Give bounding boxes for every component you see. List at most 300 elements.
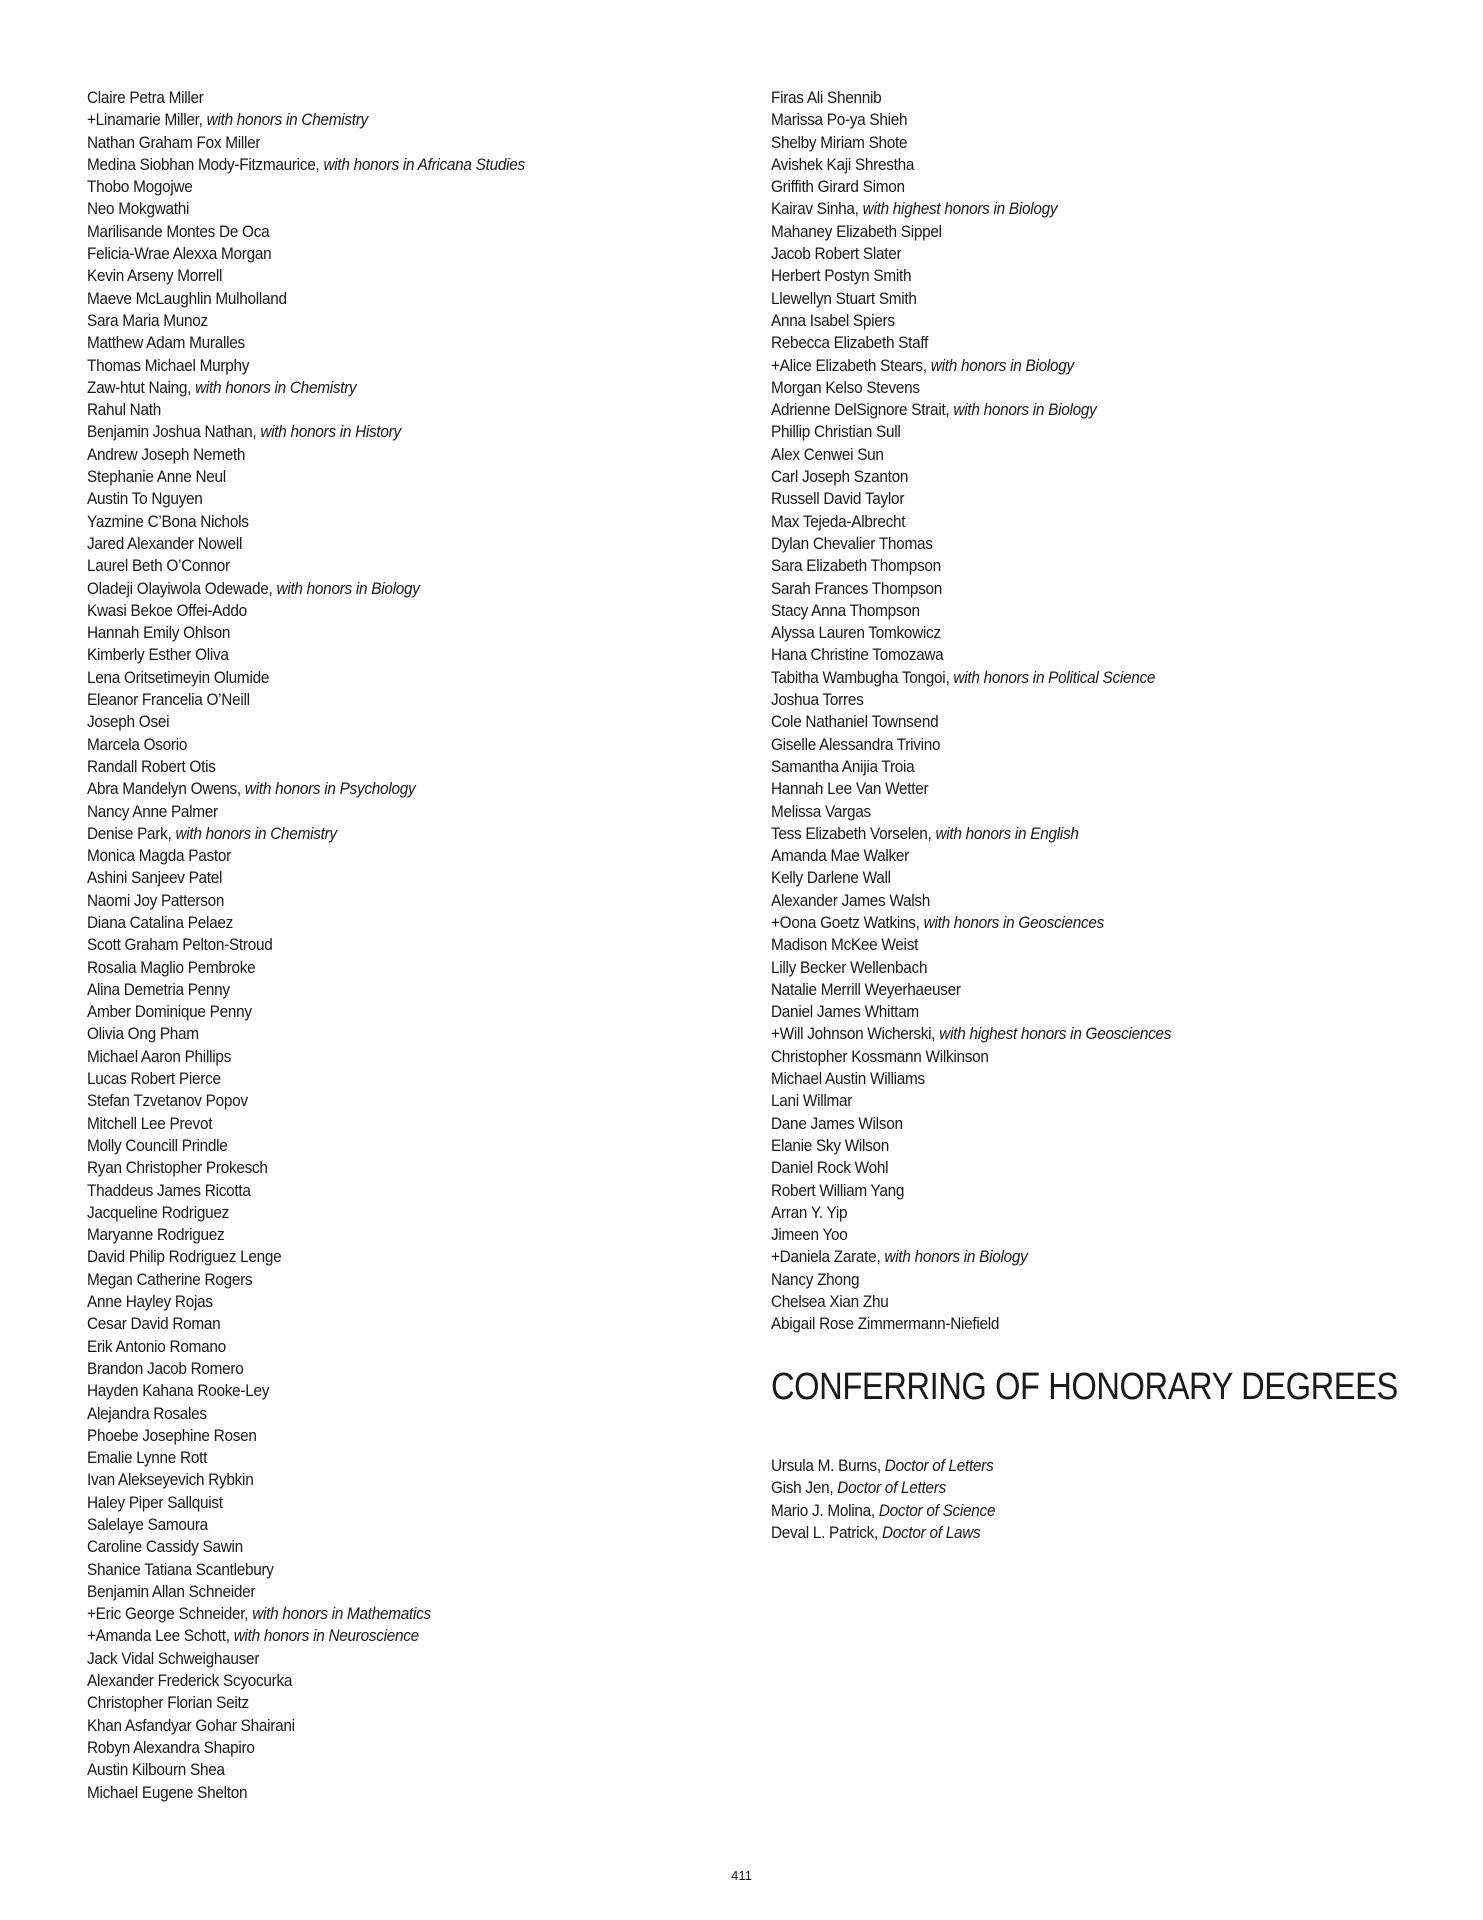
list-item: [87, 1514, 682, 1536]
list-item: [771, 243, 1366, 265]
list-item: [87, 1157, 682, 1179]
person-name: Kevin Arseny Morrell: [87, 267, 223, 286]
list-item: [87, 1202, 682, 1224]
person-name: Tess Elizabeth Vorselen: [771, 824, 928, 843]
person-name: Mahaney Elizabeth Sippel: [771, 222, 942, 241]
list-item: [87, 221, 682, 243]
person-name: Ryan Christopher Prokesch: [87, 1159, 268, 1178]
separator: ,: [854, 200, 863, 219]
person-name: Shanice Tatiana Scantlebury: [87, 1560, 274, 1579]
graduate-list-right: [771, 87, 1411, 1336]
left-name-column: [87, 87, 727, 1804]
honors-text: Doctor of Laws: [881, 1523, 981, 1542]
list-item: [771, 288, 1366, 310]
person-name: Eleanor Francelia O’Neill: [87, 691, 250, 710]
list-item: [87, 488, 682, 510]
list-item: [87, 176, 682, 198]
list-item: [87, 154, 682, 176]
list-item: [87, 1135, 682, 1157]
list-item: [87, 1246, 682, 1268]
person-name: Rosalia Maglio Pembroke: [87, 958, 256, 977]
list-item: [771, 1455, 995, 1477]
list-item: [771, 711, 1366, 733]
list-item: [771, 221, 1366, 243]
person-name: Thaddeus James Ricotta: [87, 1181, 251, 1200]
separator: ,: [876, 1248, 885, 1267]
person-name: Anna Isabel Spiers: [771, 311, 895, 330]
person-name: Maeve McLaughlin Mulholland: [87, 289, 287, 308]
list-item: [87, 310, 682, 332]
list-item: [771, 823, 1366, 845]
person-name: Medina Siobhan Mody-Fitzmaurice: [87, 155, 316, 174]
person-name: +Daniela Zarate: [771, 1248, 877, 1267]
list-item: [87, 1715, 682, 1737]
person-name: Yazmine C’Bona Nichols: [87, 512, 249, 531]
person-name: Llewellyn Stuart Smith: [771, 289, 917, 308]
person-name: Kairav Sinha: [771, 200, 855, 219]
person-name: Griffith Girard Simon: [771, 178, 905, 197]
list-item: [771, 979, 1366, 1001]
honors-text: with honors in Political Science: [953, 668, 1156, 687]
person-name: Thomas Michael Murphy: [87, 356, 250, 375]
person-name: Andrew Joseph Nemeth: [87, 445, 246, 464]
person-name: Phillip Christian Sull: [771, 423, 901, 442]
person-name: Monica Magda Pastor: [87, 847, 231, 866]
person-name: Zaw-htut Naing: [87, 378, 188, 397]
list-item: [87, 1670, 682, 1692]
person-name: Lilly Becker Wellenbach: [771, 958, 928, 977]
list-item: [771, 176, 1366, 198]
list-item: [771, 310, 1366, 332]
separator: ,: [244, 1605, 253, 1624]
list-item: [87, 890, 682, 912]
honors-text: with honors in History: [260, 423, 401, 442]
person-name: Alina Demetria Penny: [87, 980, 230, 999]
list-item: [87, 1625, 682, 1647]
list-item: [87, 466, 682, 488]
list-item: [771, 867, 1366, 889]
list-item: [771, 1291, 1366, 1313]
separator: ,: [167, 824, 176, 843]
separator: ,: [931, 1025, 940, 1044]
person-name: Alexander Frederick Scyocurka: [87, 1672, 293, 1691]
list-item: [87, 132, 682, 154]
list-item: [771, 689, 1366, 711]
list-item: [771, 1500, 995, 1522]
list-item: [87, 1603, 682, 1625]
list-item: [87, 1759, 682, 1781]
list-item: [771, 667, 1366, 689]
person-name: Joshua Torres: [771, 691, 864, 710]
person-name: Cesar David Roman: [87, 1315, 221, 1334]
person-name: +Oona Goetz Watkins: [771, 913, 916, 932]
list-item: [87, 421, 682, 443]
separator: ,: [252, 423, 261, 442]
list-item: [87, 377, 682, 399]
person-name: Austin Kilbourn Shea: [87, 1761, 225, 1780]
honors-text: with honors in Chemistry: [206, 111, 368, 130]
list-item: [87, 1023, 682, 1045]
list-item: [771, 488, 1366, 510]
list-item: [87, 1291, 682, 1313]
person-name: Jack Vidal Schweighauser: [87, 1649, 260, 1668]
person-name: Jacqueline Rodriguez: [87, 1203, 229, 1222]
list-item: [771, 332, 1366, 354]
separator: ,: [268, 579, 277, 598]
separator: ,: [236, 780, 245, 799]
list-item: [771, 1068, 1366, 1090]
person-name: Lucas Robert Pierce: [87, 1070, 221, 1089]
person-name: Morgan Kelso Stevens: [771, 378, 920, 397]
list-item: [771, 265, 1366, 287]
list-item: [771, 1001, 1366, 1023]
person-name: Hannah Emily Ohlson: [87, 624, 231, 643]
right-name-column: [771, 87, 1411, 1336]
person-name: Dylan Chevalier Thomas: [771, 534, 933, 553]
person-name: Samantha Anijia Troia: [771, 757, 915, 776]
list-item: [87, 957, 682, 979]
list-item: [771, 1477, 995, 1499]
person-name: Michael Aaron Phillips: [87, 1047, 231, 1066]
person-name: Stacy Anna Thompson: [771, 601, 920, 620]
list-item: [87, 578, 682, 600]
list-item: [87, 265, 682, 287]
list-item: [771, 154, 1366, 176]
separator: ,: [873, 1523, 882, 1542]
list-item: [87, 1068, 682, 1090]
person-name: Abra Mandelyn Owens: [87, 780, 237, 799]
list-item: [87, 332, 682, 354]
separator: ,: [187, 378, 196, 397]
person-name: Anne Hayley Rojas: [87, 1293, 213, 1312]
honors-text: with honors in Mathematics: [252, 1605, 431, 1624]
person-name: Stephanie Anne Neul: [87, 468, 226, 487]
list-item: [87, 979, 682, 1001]
separator: ,: [829, 1479, 838, 1498]
person-name: Lani Willmar: [771, 1092, 853, 1111]
list-item: [87, 533, 682, 555]
person-name: Cole Nathaniel Townsend: [771, 713, 939, 732]
person-name: Diana Catalina Pelaez: [87, 913, 233, 932]
person-name: Sara Elizabeth Thompson: [771, 557, 941, 576]
person-name: +Will Johnson Wicherski: [771, 1025, 932, 1044]
person-name: Marcela Osorio: [87, 735, 188, 754]
list-item: [771, 1202, 1366, 1224]
list-item: [87, 1782, 682, 1804]
honors-text: with honors in English: [935, 824, 1079, 843]
person-name: Melissa Vargas: [771, 802, 871, 821]
list-item: [87, 1001, 682, 1023]
person-name: Megan Catherine Rogers: [87, 1270, 253, 1289]
person-name: Ivan Alekseyevich Rybkin: [87, 1471, 254, 1490]
list-item: [87, 555, 682, 577]
person-name: Russell David Taylor: [771, 490, 905, 509]
person-name: Denise Park: [87, 824, 168, 843]
honors-text: with honors in Biology: [953, 401, 1097, 420]
person-name: Molly Councill Prindle: [87, 1136, 228, 1155]
person-name: Olivia Ong Pham: [87, 1025, 199, 1044]
page-number: 411: [731, 1868, 752, 1883]
honors-text: with honors in Neuroscience: [233, 1627, 419, 1646]
person-name: Haley Piper Sallquist: [87, 1493, 223, 1512]
list-item: [87, 1358, 682, 1380]
person-name: Scott Graham Pelton-Stroud: [87, 936, 273, 955]
person-name: Rahul Nath: [87, 401, 161, 420]
person-name: Lena Oritsetimeyin Olumide: [87, 668, 270, 687]
list-item: [87, 1425, 682, 1447]
list-item: [771, 533, 1366, 555]
person-name: Phoebe Josephine Rosen: [87, 1426, 257, 1445]
list-item: [771, 109, 1366, 131]
person-name: Hannah Lee Van Wetter: [771, 780, 929, 799]
person-name: Mitchell Lee Prevot: [87, 1114, 213, 1133]
list-item: [87, 1559, 682, 1581]
list-item: [771, 444, 1366, 466]
list-item: [771, 778, 1366, 800]
list-item: [771, 890, 1366, 912]
person-name: Randall Robert Otis: [87, 757, 216, 776]
list-item: [771, 355, 1366, 377]
person-name: Caroline Cassidy Sawin: [87, 1538, 243, 1557]
person-name: Neo Mokgwathi: [87, 200, 190, 219]
person-name: Austin To Nguyen: [87, 490, 203, 509]
person-name: Robyn Alexandra Shapiro: [87, 1738, 255, 1757]
separator: ,: [198, 111, 207, 130]
list-item: [771, 132, 1366, 154]
person-name: Jacob Robert Slater: [771, 245, 902, 264]
list-item: [771, 1113, 1366, 1135]
list-item: [87, 1447, 682, 1469]
person-name: Michael Austin Williams: [771, 1070, 925, 1089]
list-item: [87, 778, 682, 800]
list-item: [87, 1492, 682, 1514]
list-item: [87, 444, 682, 466]
person-name: Alejandra Rosales: [87, 1404, 207, 1423]
list-item: [771, 87, 1366, 109]
list-item: [87, 845, 682, 867]
list-item: [87, 1581, 682, 1603]
list-item: [771, 1180, 1366, 1202]
person-name: David Philip Rodriguez Lenge: [87, 1248, 282, 1267]
list-item: [771, 957, 1366, 979]
person-name: Jared Alexander Nowell: [87, 534, 243, 553]
list-item: [771, 600, 1366, 622]
person-name: Erik Antonio Romano: [87, 1337, 226, 1356]
list-item: [771, 511, 1366, 533]
list-item: [87, 109, 682, 131]
honors-text: Doctor of Letters: [837, 1479, 946, 1498]
person-name: Kelly Darlene Wall: [771, 869, 891, 888]
list-item: [771, 1246, 1366, 1268]
list-item: [87, 1336, 682, 1358]
list-item: [87, 934, 682, 956]
honorary-degrees-heading: CONFERRING OF HONORARY DEGREES: [771, 1366, 1398, 1408]
person-name: Chelsea Xian Zhu: [771, 1293, 889, 1312]
person-name: Amanda Mae Walker: [771, 847, 909, 866]
person-name: Laurel Beth O’Connor: [87, 557, 230, 576]
list-item: [771, 1224, 1366, 1246]
person-name: Salelaye Samoura: [87, 1516, 208, 1534]
person-name: Christopher Kossmann Wilkinson: [771, 1047, 989, 1066]
honors-text: with honors in Biology: [884, 1248, 1028, 1267]
list-item: [87, 1046, 682, 1068]
list-item: [771, 1157, 1366, 1179]
person-name: Nancy Zhong: [771, 1270, 860, 1289]
person-name: Daniel Rock Wohl: [771, 1159, 889, 1178]
list-item: [771, 1313, 1366, 1335]
separator: ,: [945, 668, 954, 687]
list-item: [771, 1046, 1366, 1068]
list-item: [87, 1692, 682, 1714]
list-item: [771, 555, 1366, 577]
person-name: Robert William Yang: [771, 1181, 905, 1200]
person-name: Herbert Postyn Smith: [771, 267, 912, 286]
person-name: Matthew Adam Muralles: [87, 334, 245, 353]
list-item: [87, 756, 682, 778]
list-item: [771, 1023, 1366, 1045]
person-name: Sara Maria Munoz: [87, 311, 208, 330]
person-name: Marilisande Montes De Oca: [87, 222, 270, 241]
person-name: Claire Petra Miller: [87, 89, 204, 107]
list-item: [771, 1522, 995, 1544]
person-name: Ashini Sanjeev Patel: [87, 869, 223, 888]
separator: ,: [927, 824, 936, 843]
list-item: [87, 1090, 682, 1112]
person-name: Avishek Kaji Shrestha: [771, 155, 915, 174]
person-name: Michael Eugene Shelton: [87, 1783, 248, 1802]
person-name: Mario J. Molina: [771, 1501, 871, 1520]
list-item: [87, 1269, 682, 1291]
honors-text: Doctor of Science: [878, 1501, 996, 1520]
person-name: +Amanda Lee Schott: [87, 1627, 226, 1646]
person-name: +Linamarie Miller: [87, 111, 199, 130]
person-name: Natalie Merrill Weyerhaeuser: [771, 980, 961, 999]
list-item: [771, 421, 1366, 443]
person-name: Kwasi Bekoe Offei-Addo: [87, 601, 247, 620]
person-name: Felicia-Wrae Alexxa Morgan: [87, 245, 272, 264]
person-name: Abigail Rose Zimmermann-Niefield: [771, 1315, 1000, 1334]
list-item: [87, 243, 682, 265]
list-item: [87, 622, 682, 644]
list-item: [87, 1180, 682, 1202]
person-name: Firas Ali Shennib: [771, 89, 882, 107]
list-item: [87, 1224, 682, 1246]
list-item: [87, 711, 682, 733]
person-name: Hana Christine Tomozawa: [771, 646, 944, 665]
list-item: [87, 87, 682, 109]
list-item: [771, 198, 1366, 220]
list-item: [87, 667, 682, 689]
person-name: Joseph Osei: [87, 713, 170, 732]
person-name: Rebecca Elizabeth Staff: [771, 334, 929, 353]
person-name: Naomi Joy Patterson: [87, 891, 225, 910]
person-name: Emalie Lynne Rott: [87, 1449, 208, 1468]
list-item: [771, 1135, 1366, 1157]
person-name: Alexander James Walsh: [771, 891, 931, 910]
person-name: Deval L. Patrick: [771, 1523, 874, 1542]
honors-text: with honors in Biology: [930, 356, 1074, 375]
person-name: Tabitha Wambugha Tongoi: [771, 668, 946, 687]
person-name: Elanie Sky Wilson: [771, 1136, 890, 1155]
list-item: [87, 1469, 682, 1491]
person-name: Max Tejeda-Albrecht: [771, 512, 906, 531]
list-item: [87, 198, 682, 220]
honors-text: with honors in Africana Studies: [323, 155, 525, 174]
person-name: Madison McKee Weist: [771, 936, 919, 955]
person-name: Daniel James Whittam: [771, 1003, 919, 1022]
honors-text: with honors in Psychology: [244, 780, 416, 799]
person-name: Maryanne Rodriguez: [87, 1226, 225, 1245]
person-name: Nancy Anne Palmer: [87, 802, 218, 821]
list-item: [87, 1737, 682, 1759]
person-name: Giselle Alessandra Trivino: [771, 735, 941, 754]
person-name: Christopher Florian Seitz: [87, 1694, 249, 1713]
list-item: [771, 756, 1366, 778]
list-item: [87, 399, 682, 421]
honors-text: with honors in Biology: [276, 579, 420, 598]
list-item: [87, 734, 682, 756]
person-name: Alex Cenwei Sun: [771, 445, 884, 464]
person-name: Khan Asfandyar Gohar Shairani: [87, 1716, 295, 1735]
person-name: Shelby Miriam Shote: [771, 133, 908, 152]
person-name: Jimeen Yoo: [771, 1226, 848, 1245]
list-item: [87, 511, 682, 533]
list-item: [771, 1269, 1366, 1291]
person-name: Adrienne DelSignore Strait: [771, 401, 946, 420]
person-name: Marissa Po-ya Shieh: [771, 111, 908, 130]
list-item: [87, 912, 682, 934]
list-item: [87, 867, 682, 889]
list-item: [771, 1090, 1366, 1112]
person-name: Hayden Kahana Rooke-Ley: [87, 1382, 270, 1401]
list-item: [87, 1536, 682, 1558]
list-item: [771, 466, 1366, 488]
honors-text: Doctor of Letters: [884, 1457, 994, 1475]
list-item: [771, 801, 1366, 823]
person-name: Arran Y. Yip: [771, 1203, 848, 1222]
separator: ,: [870, 1501, 879, 1520]
person-name: Carl Joseph Szanton: [771, 468, 909, 487]
person-name: Benjamin Joshua Nathan: [87, 423, 253, 442]
honors-text: with honors in Geosciences: [923, 913, 1105, 932]
person-name: Benjamin Allan Schneider: [87, 1582, 256, 1601]
separator: ,: [315, 155, 324, 174]
list-item: [771, 377, 1366, 399]
list-item: [87, 355, 682, 377]
list-item: [87, 689, 682, 711]
list-item: [771, 622, 1366, 644]
person-name: Alyssa Lauren Tomkowicz: [771, 624, 941, 643]
list-item: [87, 288, 682, 310]
person-name: Gish Jen: [771, 1479, 830, 1498]
list-item: [87, 1403, 682, 1425]
list-item: [771, 578, 1366, 600]
list-item: [87, 801, 682, 823]
person-name: Sarah Frances Thompson: [771, 579, 942, 598]
list-item: [87, 1648, 682, 1670]
person-name: Thobo Mogojwe: [87, 178, 193, 197]
list-item: [87, 644, 682, 666]
list-item: [771, 399, 1366, 421]
list-item: [771, 845, 1366, 867]
list-item: [771, 934, 1366, 956]
honors-text: with honors in Chemistry: [175, 824, 337, 843]
list-item: [87, 1113, 682, 1135]
person-name: Amber Dominique Penny: [87, 1003, 252, 1022]
person-name: Oladeji Olayiwola Odewade: [87, 579, 269, 598]
separator: ,: [225, 1627, 234, 1646]
separator: ,: [876, 1457, 885, 1475]
